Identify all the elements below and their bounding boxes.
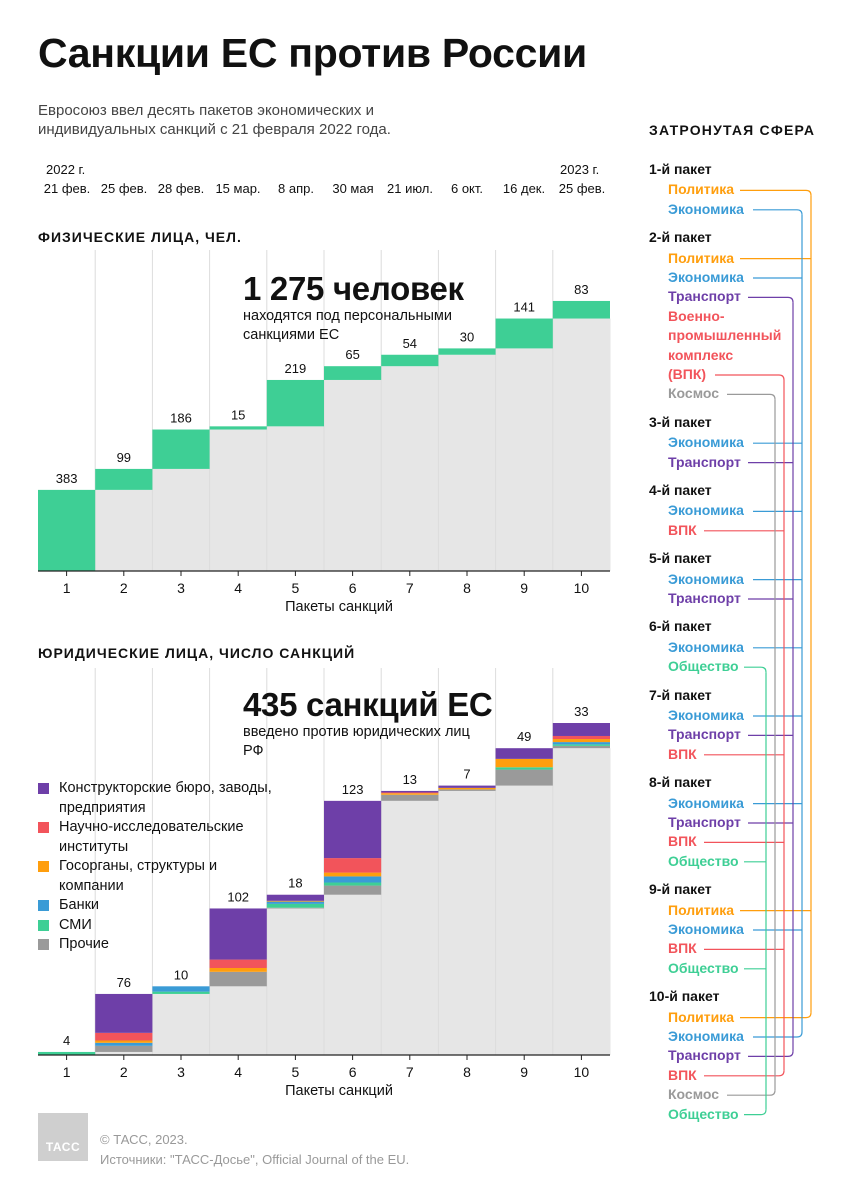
- ent-bar-segment: [496, 759, 553, 767]
- ent-value-label: 18: [288, 875, 303, 891]
- ent-bar-segment: [553, 746, 610, 748]
- legend-swatch: [38, 783, 49, 794]
- ent-bar-segment: [210, 960, 267, 968]
- entities-heading: ЮРИДИЧЕСКИЕ ЛИЦА, ЧИСЛО САНКЦИЙ: [38, 645, 356, 661]
- legend-label: Госорганы, структуры и компании: [59, 858, 218, 894]
- ent-bar-segment: [438, 788, 495, 790]
- ent-bar-segment: [95, 1040, 152, 1042]
- ind-tick-label: 7: [405, 580, 414, 596]
- ent-bar-segment: [324, 883, 381, 886]
- legend-label: СМИ: [59, 916, 92, 933]
- ent-bg-step: [324, 895, 382, 1055]
- package-sphere: Военно-: [668, 307, 725, 324]
- ent-bar-segment: [324, 801, 381, 858]
- package-sphere: Экономика: [668, 638, 744, 655]
- legend-item: [38, 857, 278, 896]
- package-sphere: Экономика: [668, 707, 744, 723]
- timeline-date: 8 апр.: [278, 181, 314, 196]
- package-title: 3-й пакет: [649, 413, 712, 430]
- package-sphere: Транспорт: [668, 726, 741, 743]
- ent-bar-segment: [553, 744, 610, 746]
- connector-branch: [727, 1090, 775, 1095]
- ent-value-label: 13: [402, 771, 418, 787]
- ind-value-label: 383: [55, 470, 78, 486]
- ind-bg-step: [267, 426, 325, 571]
- ent-tick-label: 3: [177, 1064, 185, 1080]
- copyright: © ТАСС, 2023.: [100, 1132, 188, 1147]
- ind-tick-label: 4: [234, 580, 243, 596]
- package-title: 6-й пакет: [649, 618, 712, 635]
- ent-bar-segment: [381, 793, 438, 795]
- ent-xlabel: Пакеты санкций: [285, 1083, 393, 1099]
- package-sphere: Общество: [668, 959, 739, 976]
- footer-text: [100, 1130, 409, 1170]
- package-sphere: Экономика: [668, 921, 744, 937]
- package-sphere: Транспорт: [668, 590, 741, 606]
- ent-tick-label: 5: [291, 1064, 300, 1080]
- timeline-date: 25 фев.: [100, 181, 148, 196]
- ind-tick-label: 6: [348, 580, 357, 596]
- ind-bg-step: [381, 366, 439, 571]
- ent-bg-step: [438, 791, 496, 1055]
- package-sphere: Политика: [668, 1008, 735, 1025]
- legend-item: [38, 818, 278, 857]
- connector-branch: [748, 297, 793, 302]
- package-sphere: Экономика: [668, 570, 744, 587]
- ind-tick-label: 10: [573, 580, 590, 596]
- ind-value-label: 186: [170, 410, 192, 426]
- ent-bar-segment: [381, 792, 438, 793]
- legend-item: [38, 935, 278, 955]
- package-sphere: Экономика: [668, 794, 744, 811]
- individuals-heading: ФИЗИЧЕСКИЕ ЛИЦА, ЧЕЛ.: [38, 229, 242, 245]
- ind-bar: [553, 301, 610, 319]
- ent-bar-segment: [553, 736, 610, 739]
- ind-tick-label: 9: [520, 580, 529, 596]
- ind-value-label: 65: [345, 347, 360, 363]
- ent-bar-segment: [210, 968, 267, 972]
- ind-value-label: 30: [459, 329, 475, 345]
- year-end-label: 2023 г.: [560, 162, 600, 177]
- ent-bar-segment: [381, 791, 438, 793]
- timeline-date: 15 мар.: [215, 181, 261, 196]
- ind-tick-label: 8: [463, 580, 471, 596]
- ent-tick-label: 7: [405, 1064, 414, 1080]
- entities-total-sub: введено против юридических лиц РФ: [243, 724, 470, 759]
- ent-tick-label: 4: [234, 1064, 243, 1080]
- ind-value-label: 15: [230, 407, 246, 423]
- package-title: 9-й пакет: [649, 881, 712, 898]
- package-sphere: Экономика: [668, 502, 744, 519]
- ent-bg-step: [381, 801, 439, 1055]
- legend-swatch: [38, 920, 49, 931]
- ind-tick-label: 1: [62, 580, 71, 596]
- ent-bar-segment: [95, 1043, 152, 1046]
- ind-bg-step: [210, 430, 268, 571]
- ind-bar: [152, 430, 209, 469]
- legend-label: Конструкторские бюро, заводы, предприятия: [59, 780, 272, 816]
- page-subtitle: Евросоюз ввел десять пакетов экономических и индивидуальных санкций с 21 февраля 2022 года.: [38, 102, 391, 138]
- connector-branch: [744, 1110, 766, 1115]
- package-sphere: Экономика: [668, 269, 744, 285]
- tass-logo: [38, 1113, 88, 1161]
- package-sphere: ВПК: [668, 1066, 697, 1083]
- timeline-date: 21 июл.: [387, 181, 433, 196]
- legend-swatch: [38, 861, 49, 872]
- package-title: 10-й пакет: [649, 988, 720, 1005]
- ind-bar: [496, 319, 553, 349]
- ent-bar-segment: [324, 876, 381, 882]
- connector-branch: [744, 667, 766, 672]
- ind-bar: [38, 490, 95, 571]
- sources: Источники: "ТАСС-Досье", Official Journal of the EU.: [100, 1152, 410, 1167]
- page-title: Санкции ЕС против России: [38, 30, 587, 76]
- ent-bar-segment: [324, 886, 381, 895]
- ent-bar-segment: [324, 873, 381, 877]
- ent-value-label: 123: [341, 781, 364, 797]
- ind-bar: [438, 348, 495, 354]
- ent-tick-label: 2: [119, 1064, 128, 1080]
- ent-bar-segment: [381, 795, 438, 801]
- package-sphere: Общество: [668, 852, 739, 869]
- entities-total: 435 санкций ЕС: [243, 686, 493, 723]
- ind-value-label: 219: [284, 360, 307, 376]
- ind-tick-label: 2: [119, 580, 128, 596]
- ent-bg-step: [496, 786, 554, 1055]
- package-sphere: Политика: [668, 181, 735, 198]
- ent-value-label: 4: [62, 1032, 71, 1048]
- package-sphere: комплекс: [668, 346, 734, 363]
- ent-bar-segment: [152, 992, 209, 994]
- ind-bar: [381, 355, 438, 366]
- logo-text: ТАСС: [45, 1140, 81, 1154]
- ent-tick-label: 1: [62, 1064, 71, 1080]
- ent-bg-step: [553, 748, 611, 1055]
- package-sphere: Космос: [668, 385, 720, 402]
- connector-branch: [740, 190, 811, 195]
- connector-branch: [748, 1051, 793, 1056]
- package-sphere: ВПК: [668, 833, 697, 850]
- package-sphere: ВПК: [668, 940, 697, 957]
- package-sphere: Экономика: [668, 200, 744, 217]
- ind-tick-label: 5: [291, 580, 300, 596]
- ent-tick-label: 9: [520, 1064, 529, 1080]
- package-sphere: Экономика: [668, 1028, 744, 1044]
- ind-bg-step: [152, 469, 210, 571]
- timeline-date: 16 дек.: [502, 181, 546, 196]
- ind-bg-step: [496, 348, 554, 571]
- ent-bar-segment: [324, 858, 381, 873]
- ent-value-label: 10: [173, 967, 189, 983]
- package-sphere: Космос: [668, 1086, 720, 1103]
- ind-bg-step: [438, 355, 496, 571]
- timeline-date: 6 окт.: [450, 181, 484, 196]
- ent-value-label: 102: [227, 889, 250, 905]
- ind-bar: [95, 469, 152, 490]
- package-sphere: Транспорт: [668, 1047, 741, 1064]
- ent-bar-segment: [438, 789, 495, 791]
- package-sphere: Политика: [668, 901, 735, 918]
- affected-heading: ЗАТРОНУТАЯ СФЕРА: [649, 122, 816, 138]
- ind-tick-label: 3: [177, 580, 185, 596]
- package-sphere: Общество: [668, 658, 739, 675]
- package-sphere: Транспорт: [668, 453, 741, 470]
- ind-bg-step: [324, 380, 382, 571]
- ind-bar: [324, 366, 381, 380]
- ind-bg-step: [553, 319, 611, 571]
- connector-branch: [715, 375, 784, 380]
- ent-bar-segment: [152, 986, 209, 991]
- legend-swatch: [38, 822, 49, 833]
- ent-bar-segment: [95, 994, 152, 1033]
- individuals-total: 1 275 человек: [243, 270, 464, 307]
- package-sphere: Общество: [668, 1105, 739, 1122]
- ind-value-label: 99: [116, 449, 132, 465]
- ent-bar-segment: [496, 748, 553, 759]
- timeline-date: 30 мая: [332, 181, 374, 196]
- timeline-date: 28 фев.: [157, 181, 205, 196]
- year-start-label: 2022 г.: [46, 162, 86, 177]
- package-sphere: Политика: [668, 249, 735, 266]
- package-title: 7-й пакет: [649, 686, 712, 703]
- legend-swatch: [38, 900, 49, 911]
- ent-bar-segment: [438, 786, 495, 788]
- ent-bar-segment: [95, 1046, 152, 1052]
- legend-label: Прочие: [59, 936, 109, 952]
- ent-bar-segment: [496, 767, 553, 769]
- ent-bar-segment: [210, 972, 267, 987]
- ind-bar: [210, 426, 267, 429]
- legend-label: Банки: [59, 897, 100, 913]
- ent-bar-segment: [95, 1033, 152, 1041]
- legend-item: [38, 779, 278, 818]
- ind-value-label: 54: [402, 335, 418, 351]
- ent-bar-segment: [553, 723, 610, 736]
- connector-branch: [704, 1071, 784, 1076]
- package-title: 2-й пакет: [649, 229, 712, 246]
- package-sphere: ВПК: [668, 521, 697, 538]
- package-sphere: ВПК: [668, 745, 697, 762]
- package-sphere: Транспорт: [668, 288, 741, 305]
- legend-label: Научно-исследовательские институты: [59, 819, 244, 855]
- ind-value-label: 141: [513, 299, 536, 315]
- package-sphere: Экономика: [668, 434, 744, 451]
- ind-bg-step: [95, 490, 153, 571]
- ent-tick-label: 10: [573, 1064, 590, 1080]
- package-sphere: промышленный: [668, 327, 782, 344]
- ind-xlabel: Пакеты санкций: [285, 599, 393, 615]
- connector-branch: [753, 1032, 802, 1037]
- ent-bg-step: [152, 994, 210, 1055]
- ent-value-label: 7: [463, 766, 471, 782]
- legend-swatch: [38, 939, 49, 950]
- ent-bar-segment: [553, 742, 610, 744]
- timeline-date: 21 фев.: [43, 181, 91, 196]
- legend-item: [38, 916, 278, 936]
- package-title: 5-й пакет: [649, 550, 712, 567]
- package-title: 4-й пакет: [649, 482, 712, 498]
- connector-branch: [727, 394, 775, 399]
- individuals-total-sub: находятся под персональными санкциями ЕС: [243, 308, 452, 343]
- package-sphere: (ВПК): [668, 366, 707, 382]
- ent-value-label: 76: [116, 974, 132, 990]
- ent-bar-segment: [496, 770, 553, 786]
- legend-item: [38, 896, 278, 916]
- ind-bar: [267, 380, 324, 426]
- package-sphere: Транспорт: [668, 814, 741, 830]
- entities-legend: [38, 779, 278, 955]
- ent-value-label: 49: [516, 729, 532, 745]
- ent-tick-label: 8: [463, 1064, 471, 1080]
- package-title: 1-й пакет: [649, 161, 712, 177]
- connector-branch: [753, 210, 802, 215]
- timeline-date: 25 фев.: [558, 181, 606, 196]
- ent-bg-step: [210, 986, 268, 1055]
- ent-value-label: 33: [574, 704, 589, 720]
- ent-bar-segment: [553, 739, 610, 742]
- package-title: 8-й пакет: [649, 774, 712, 791]
- ind-value-label: 83: [574, 281, 589, 297]
- ent-tick-label: 6: [348, 1064, 357, 1080]
